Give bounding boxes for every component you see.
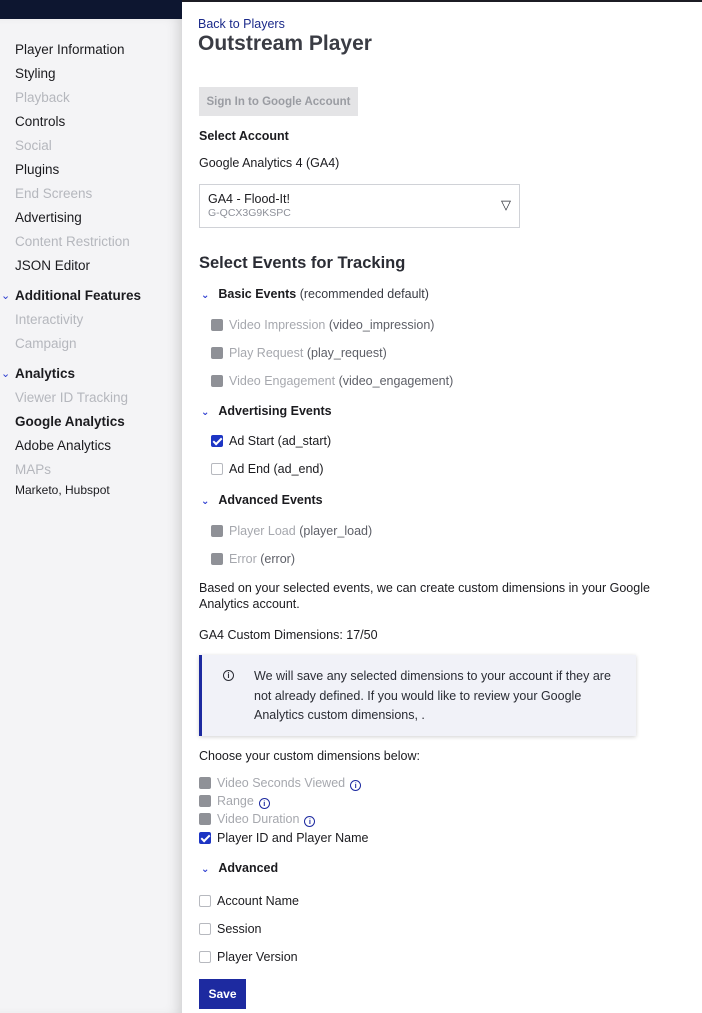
advanced-events-toggle[interactable]	[201, 493, 323, 507]
dimension-player-version[interactable]: Player Version	[217, 950, 298, 964]
checkbox-ad-start[interactable]	[211, 435, 223, 447]
save-button[interactable]: Save	[199, 979, 246, 1009]
info-circle-icon[interactable]: i	[350, 780, 361, 791]
sidebar-item-json-editor[interactable]: JSON Editor	[15, 258, 91, 273]
sidebar-item-campaign: Campaign	[15, 336, 77, 351]
basic-events-toggle[interactable]	[201, 287, 429, 301]
checkbox-player-id-name[interactable]	[199, 832, 211, 844]
event-player-load: Player Load (player_load)	[229, 524, 373, 538]
dimension-player-id-name[interactable]: Player ID and Player Name	[217, 831, 369, 845]
checkbox-video-duration	[199, 813, 211, 825]
sidebar-item-social: Social	[15, 138, 52, 153]
sidebar-item-adobe-analytics[interactable]: Adobe Analytics	[15, 438, 112, 453]
account-select[interactable]	[199, 184, 520, 228]
page-title: Outstream Player	[198, 32, 372, 55]
top-bar	[0, 0, 182, 19]
account-select-value: GA4 - Flood-It!	[208, 192, 290, 206]
sidebar-item-playback: Playback	[15, 90, 70, 105]
event-play-request: Play Request (play_request)	[229, 346, 387, 360]
chevron-down-icon: ⌄	[201, 496, 210, 507]
chevron-down-icon: ⌄	[201, 290, 210, 301]
sidebar-item-maps: MAPs	[15, 462, 52, 477]
choose-dimensions-label: Choose your custom dimensions below:	[199, 749, 420, 763]
sidebar-item-maps-subtitle: Marketo, Hubspot	[15, 483, 110, 497]
sidebar-item-styling[interactable]: Styling	[15, 66, 56, 81]
info-callout-text: We will save any selected dimensions to your account if they are not already defined. If you would like to review your Google Analytics custom dimensions, .	[254, 669, 611, 722]
sidebar-item-player-information[interactable]: Player Information	[15, 42, 125, 57]
sidebar-item-plugins[interactable]: Plugins	[15, 162, 60, 177]
sidebar-item-interactivity: Interactivity	[15, 312, 84, 327]
basic-events-label: Basic Events	[218, 287, 297, 301]
sidebar-group-analytics[interactable]: Analytics	[15, 366, 76, 381]
checkbox-session[interactable]	[199, 923, 211, 935]
dimensions-count: GA4 Custom Dimensions: 17/50	[199, 628, 378, 642]
sidebar-item-controls[interactable]: Controls	[15, 114, 66, 129]
dimension-account-name[interactable]: Account Name	[217, 894, 299, 908]
sidebar-item-end-screens: End Screens	[15, 186, 93, 201]
checkbox-ad-end[interactable]	[211, 463, 223, 475]
checkbox-error	[211, 553, 223, 565]
dimension-video-duration: Video Duration i	[217, 812, 315, 827]
select-account-label: Select Account	[199, 129, 289, 143]
info-circle-icon: i	[223, 670, 234, 681]
event-video-impression: Video Impression (video_impression)	[229, 318, 435, 332]
sidebar-item-advertising[interactable]: Advertising	[15, 210, 82, 225]
advanced-toggle[interactable]	[201, 861, 278, 875]
event-error: Error (error)	[229, 552, 295, 566]
checkbox-account-name[interactable]	[199, 895, 211, 907]
checkbox-player-version[interactable]	[199, 951, 211, 963]
sidebar-item-google-analytics[interactable]: Google Analytics	[15, 414, 125, 429]
dimensions-intro: Based on your selected events, we can create custom dimensions in your Google Analytics account.	[199, 581, 650, 611]
info-circle-icon[interactable]: i	[304, 816, 315, 827]
account-select-id: G-QCX3G9KSPC	[208, 207, 291, 219]
info-circle-icon[interactable]: i	[259, 798, 270, 809]
checkbox-play-request	[211, 347, 223, 359]
sidebar	[0, 19, 182, 1013]
dimension-video-seconds-viewed: Video Seconds Viewed i	[217, 776, 361, 791]
sidebar-item-viewer-id-tracking: Viewer ID Tracking	[15, 390, 129, 405]
sidebar-group-additional-features[interactable]: Additional Features	[15, 288, 142, 303]
checkbox-range	[199, 795, 211, 807]
dimension-session[interactable]: Session	[217, 922, 262, 936]
advanced-label: Advanced	[218, 861, 279, 875]
checkbox-video-seconds-viewed	[199, 777, 211, 789]
dimension-range: Range i	[217, 794, 270, 809]
triangle-down-icon: ▽	[501, 197, 511, 212]
advertising-events-label: Advertising Events	[218, 404, 332, 418]
event-video-engagement: Video Engagement (video_engagement)	[229, 374, 454, 388]
event-ad-start[interactable]: Ad Start (ad_start)	[229, 434, 332, 448]
events-section-title: Select Events for Tracking	[199, 254, 406, 272]
account-type: Google Analytics 4 (GA4)	[199, 156, 340, 170]
chevron-down-icon[interactable]: ⌄	[1, 290, 11, 302]
advertising-events-toggle[interactable]	[201, 404, 332, 418]
main-panel	[182, 0, 702, 1013]
chevron-down-icon: ⌄	[201, 864, 210, 875]
back-to-players-link[interactable]: Back to Players	[198, 17, 285, 31]
checkbox-player-load	[211, 525, 223, 537]
advanced-events-label: Advanced Events	[218, 493, 323, 507]
checkbox-video-engagement	[211, 375, 223, 387]
checkbox-video-impression	[211, 319, 223, 331]
event-ad-end[interactable]: Ad End (ad_end)	[229, 462, 324, 476]
info-callout	[199, 655, 636, 736]
basic-events-note: (recommended default)	[299, 287, 429, 301]
sign-in-google-button: Sign In to Google Account	[199, 87, 358, 116]
sidebar-item-content-restriction: Content Restriction	[15, 234, 130, 249]
chevron-down-icon[interactable]: ⌄	[1, 368, 11, 380]
chevron-down-icon: ⌄	[201, 407, 210, 418]
